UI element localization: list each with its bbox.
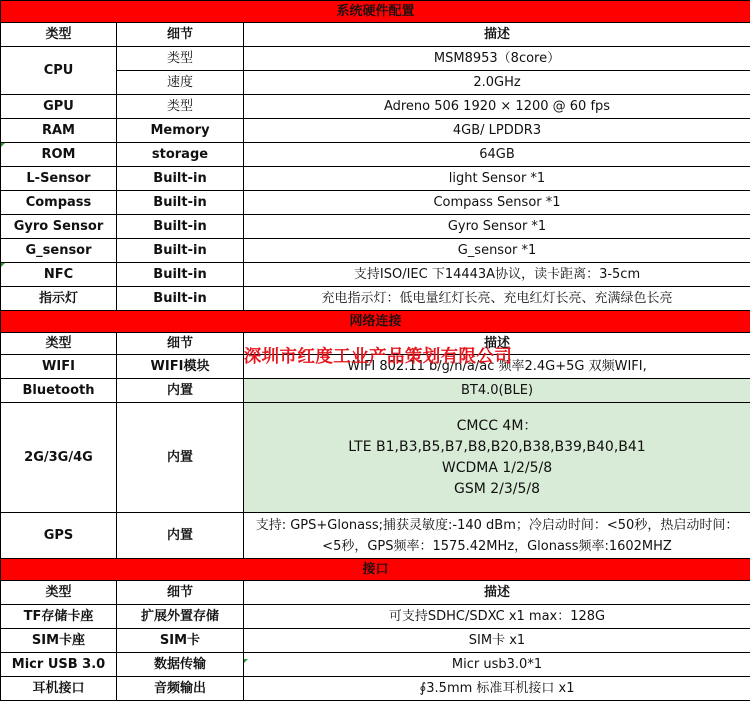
cpu-detail-2: 速度 xyxy=(117,71,244,95)
cell-marker xyxy=(1,143,5,147)
gyro-detail: Built-in xyxy=(117,215,244,239)
nfc-type: NFC xyxy=(1,263,117,287)
bluetooth-desc: BT4.0(BLE) xyxy=(244,379,750,403)
compass-detail: Built-in xyxy=(117,191,244,215)
gps-type: GPS xyxy=(1,513,117,559)
usb-type: Micr USB 3.0 xyxy=(1,653,117,677)
cpu-desc-1: MSM8953（8core） xyxy=(244,47,750,71)
cellular-line: CMCC 4M： xyxy=(456,417,538,434)
header-detail: 细节 xyxy=(117,581,244,605)
cellular-detail: 内置 xyxy=(117,403,244,513)
header-type: 类型 xyxy=(1,23,117,47)
ram-type: RAM xyxy=(1,119,117,143)
sim-type: SIM卡座 xyxy=(1,629,117,653)
gpu-desc: Adreno 506 1920 × 1200 @ 60 fps xyxy=(244,95,750,119)
gsensor-type: G_sensor xyxy=(1,239,117,263)
nfc-desc: 支持ISO/IEC 下14443A协议，读卡距离：3-5cm xyxy=(244,263,750,287)
tf-desc: 可支持SDHC/SDXC x1 max：128G xyxy=(244,605,750,629)
led-type: 指示灯 xyxy=(1,287,117,311)
usb-desc: Micr usb3.0*1 xyxy=(244,653,750,677)
header-desc: 描述 xyxy=(244,581,750,605)
compass-type: Compass xyxy=(1,191,117,215)
gpu-type: GPU xyxy=(1,95,117,119)
wifi-detail: WIFI模块 xyxy=(117,355,244,379)
cpu-type: CPU xyxy=(1,47,117,95)
led-detail: Built-in xyxy=(117,287,244,311)
bluetooth-type: Bluetooth xyxy=(1,379,117,403)
lsensor-type: L-Sensor xyxy=(1,167,117,191)
ram-detail: Memory xyxy=(117,119,244,143)
wifi-desc: WIFI 802.11 b/g/n/a/ac 频率2.4G+5G 双频WIFI, xyxy=(244,355,750,379)
cellular-line: WCDMA 1/2/5/8 xyxy=(441,459,553,476)
header-type: 类型 xyxy=(1,581,117,605)
header-detail: 细节 xyxy=(117,23,244,47)
cpu-detail-1: 类型 xyxy=(117,47,244,71)
header-desc: 描述 xyxy=(244,23,750,47)
audio-detail: 音频输出 xyxy=(117,677,244,701)
cell-marker xyxy=(244,659,248,663)
usb-detail: 数据传输 xyxy=(117,653,244,677)
section-title-hardware: 系统硬件配置 xyxy=(1,1,750,23)
sim-desc: SIM卡 x1 xyxy=(244,629,750,653)
cell-marker xyxy=(1,263,5,267)
rom-desc: 64GB xyxy=(244,143,750,167)
rom-detail: storage xyxy=(117,143,244,167)
cellular-line: LTE B1,B3,B5,B7,B8,B20,B38,B39,B40,B41 xyxy=(348,438,646,455)
gsensor-desc: G_sensor *1 xyxy=(244,239,750,263)
section-title-network: 网络连接 xyxy=(1,311,750,333)
bluetooth-detail: 内置 xyxy=(117,379,244,403)
header-type: 类型 xyxy=(1,333,117,355)
gpu-detail: 类型 xyxy=(117,95,244,119)
cellular-line: GSM 2/3/5/8 xyxy=(453,480,541,497)
gps-detail: 内置 xyxy=(117,513,244,559)
header-detail: 细节 xyxy=(117,333,244,355)
rom-type: ROM xyxy=(1,143,117,167)
gps-line-2: <5秒，GPS频率：1575.42MHz，Glonass频率:1602MHZ xyxy=(322,538,672,554)
audio-desc: ∮3.5mm 标准耳机接口 x1 xyxy=(244,677,750,701)
gyro-type: Gyro Sensor xyxy=(1,215,117,239)
wifi-type: WIFI xyxy=(1,355,117,379)
gps-desc xyxy=(244,513,750,559)
sim-detail: SIM卡 xyxy=(117,629,244,653)
nfc-detail: Built-in xyxy=(117,263,244,287)
audio-type: 耳机接口 xyxy=(1,677,117,701)
gsensor-detail: Built-in xyxy=(117,239,244,263)
cpu-desc-2: 2.0GHz xyxy=(244,71,750,95)
section-title-interface: 接口 xyxy=(1,559,750,581)
gps-line-1: 支持: GPS+Glonass;捕获灵敏度:-140 dBm；冷启动时间：<50秒，热启动时间： xyxy=(255,517,739,533)
led-desc: 充电指示灯：低电量红灯长亮、充电红灯长亮、充满绿色长亮 xyxy=(244,287,750,311)
cellular-desc xyxy=(244,403,750,513)
gyro-desc: Gyro Sensor *1 xyxy=(244,215,750,239)
lsensor-desc: light Sensor *1 xyxy=(244,167,750,191)
tf-type: TF存储卡座 xyxy=(1,605,117,629)
watermark-text: 深圳市红度工业产品策划有限公司 xyxy=(243,347,513,367)
header-desc: 描述 xyxy=(244,333,750,355)
cellular-type: 2G/3G/4G xyxy=(1,403,117,513)
compass-desc: Compass Sensor *1 xyxy=(244,191,750,215)
tf-detail: 扩展外置存储 xyxy=(117,605,244,629)
lsensor-detail: Built-in xyxy=(117,167,244,191)
ram-desc: 4GB/ LPDDR3 xyxy=(244,119,750,143)
